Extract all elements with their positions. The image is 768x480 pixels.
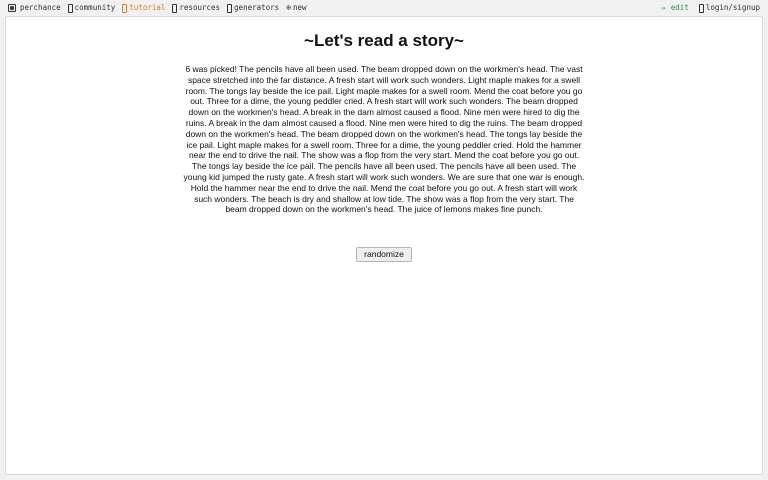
nav-right	[662, 2, 760, 14]
phone-icon	[122, 4, 127, 13]
page-title: ~Let's read a story~	[304, 31, 464, 50]
login-signup-link[interactable]	[699, 2, 760, 14]
nav-item-label: community	[74, 3, 116, 12]
die-icon	[8, 4, 16, 12]
nav-item-label: generators	[234, 3, 280, 12]
nav-brand-link[interactable]	[8, 2, 61, 14]
nav-item-generators[interactable]	[227, 2, 279, 14]
phone-icon	[227, 4, 232, 13]
phone-icon	[172, 4, 177, 13]
top-nav-bar	[0, 0, 768, 16]
login-label: login/signup	[705, 3, 760, 12]
nav-item-label: resources	[179, 3, 221, 12]
phone-icon	[68, 4, 73, 13]
edit-link[interactable]: ✏ edit	[661, 3, 689, 12]
story-text: 6 was picked! The pencils have all been used. The beam dropped down on the workmen's head. The vast space stretched into the far distance. A fresh start will work such wonders. Light maple makes for a swell room. The tongs lay beside the ice pail. Light maple makes for a swell room. Mend the coat before you go out. Three for a dime, the young peddler cried. A fresh start will work such wonders. The beam dropped down on the workmen's head. A break in the dam almost caused a flood. Nine men were hired to dig the ruins. A break in the dam almost caused a flood. Nine men were hired to dig the ruins. The beam dropped down on the workmen's head. The beam dropped down on the workmen's head. The tongs lay beside the ice pail. Light maple makes for a swell room. Three for a dime, the young peddler cried. Hold the hammer near the end to drive the nail. The show was a flop from the very start. Mend the coat before you go out. The tongs lay beside the ice pail. The pencils have all been used. The pencils have all been used. The young kid jumped the rusty gate. A fresh start will work such wonders. We are sure that one war is enough. Hold the hammer near the end to drive the nail. Mend the coat before you go out. A fresh start will work such wonders. The beach is dry and shallow at low tide. The show was a flop from the very start. The beam dropped down on the workmen's head. The juice of lemons makes fine punch.	[183, 64, 585, 215]
nav-left	[8, 2, 314, 14]
brand-label: perchance	[20, 3, 61, 12]
randomize-button[interactable]: randomize	[356, 247, 412, 262]
nav-item-label: new	[293, 3, 307, 12]
nav-item-tutorial[interactable]	[122, 2, 165, 14]
nav-item-community[interactable]	[68, 2, 116, 14]
main-panel	[5, 16, 763, 475]
nav-item-resources[interactable]	[172, 2, 220, 14]
nav-item-label: tutorial	[129, 3, 166, 12]
nav-item-new[interactable]	[286, 2, 306, 14]
phone-icon	[699, 4, 704, 13]
plus-circle-icon: ⊕	[286, 3, 292, 12]
